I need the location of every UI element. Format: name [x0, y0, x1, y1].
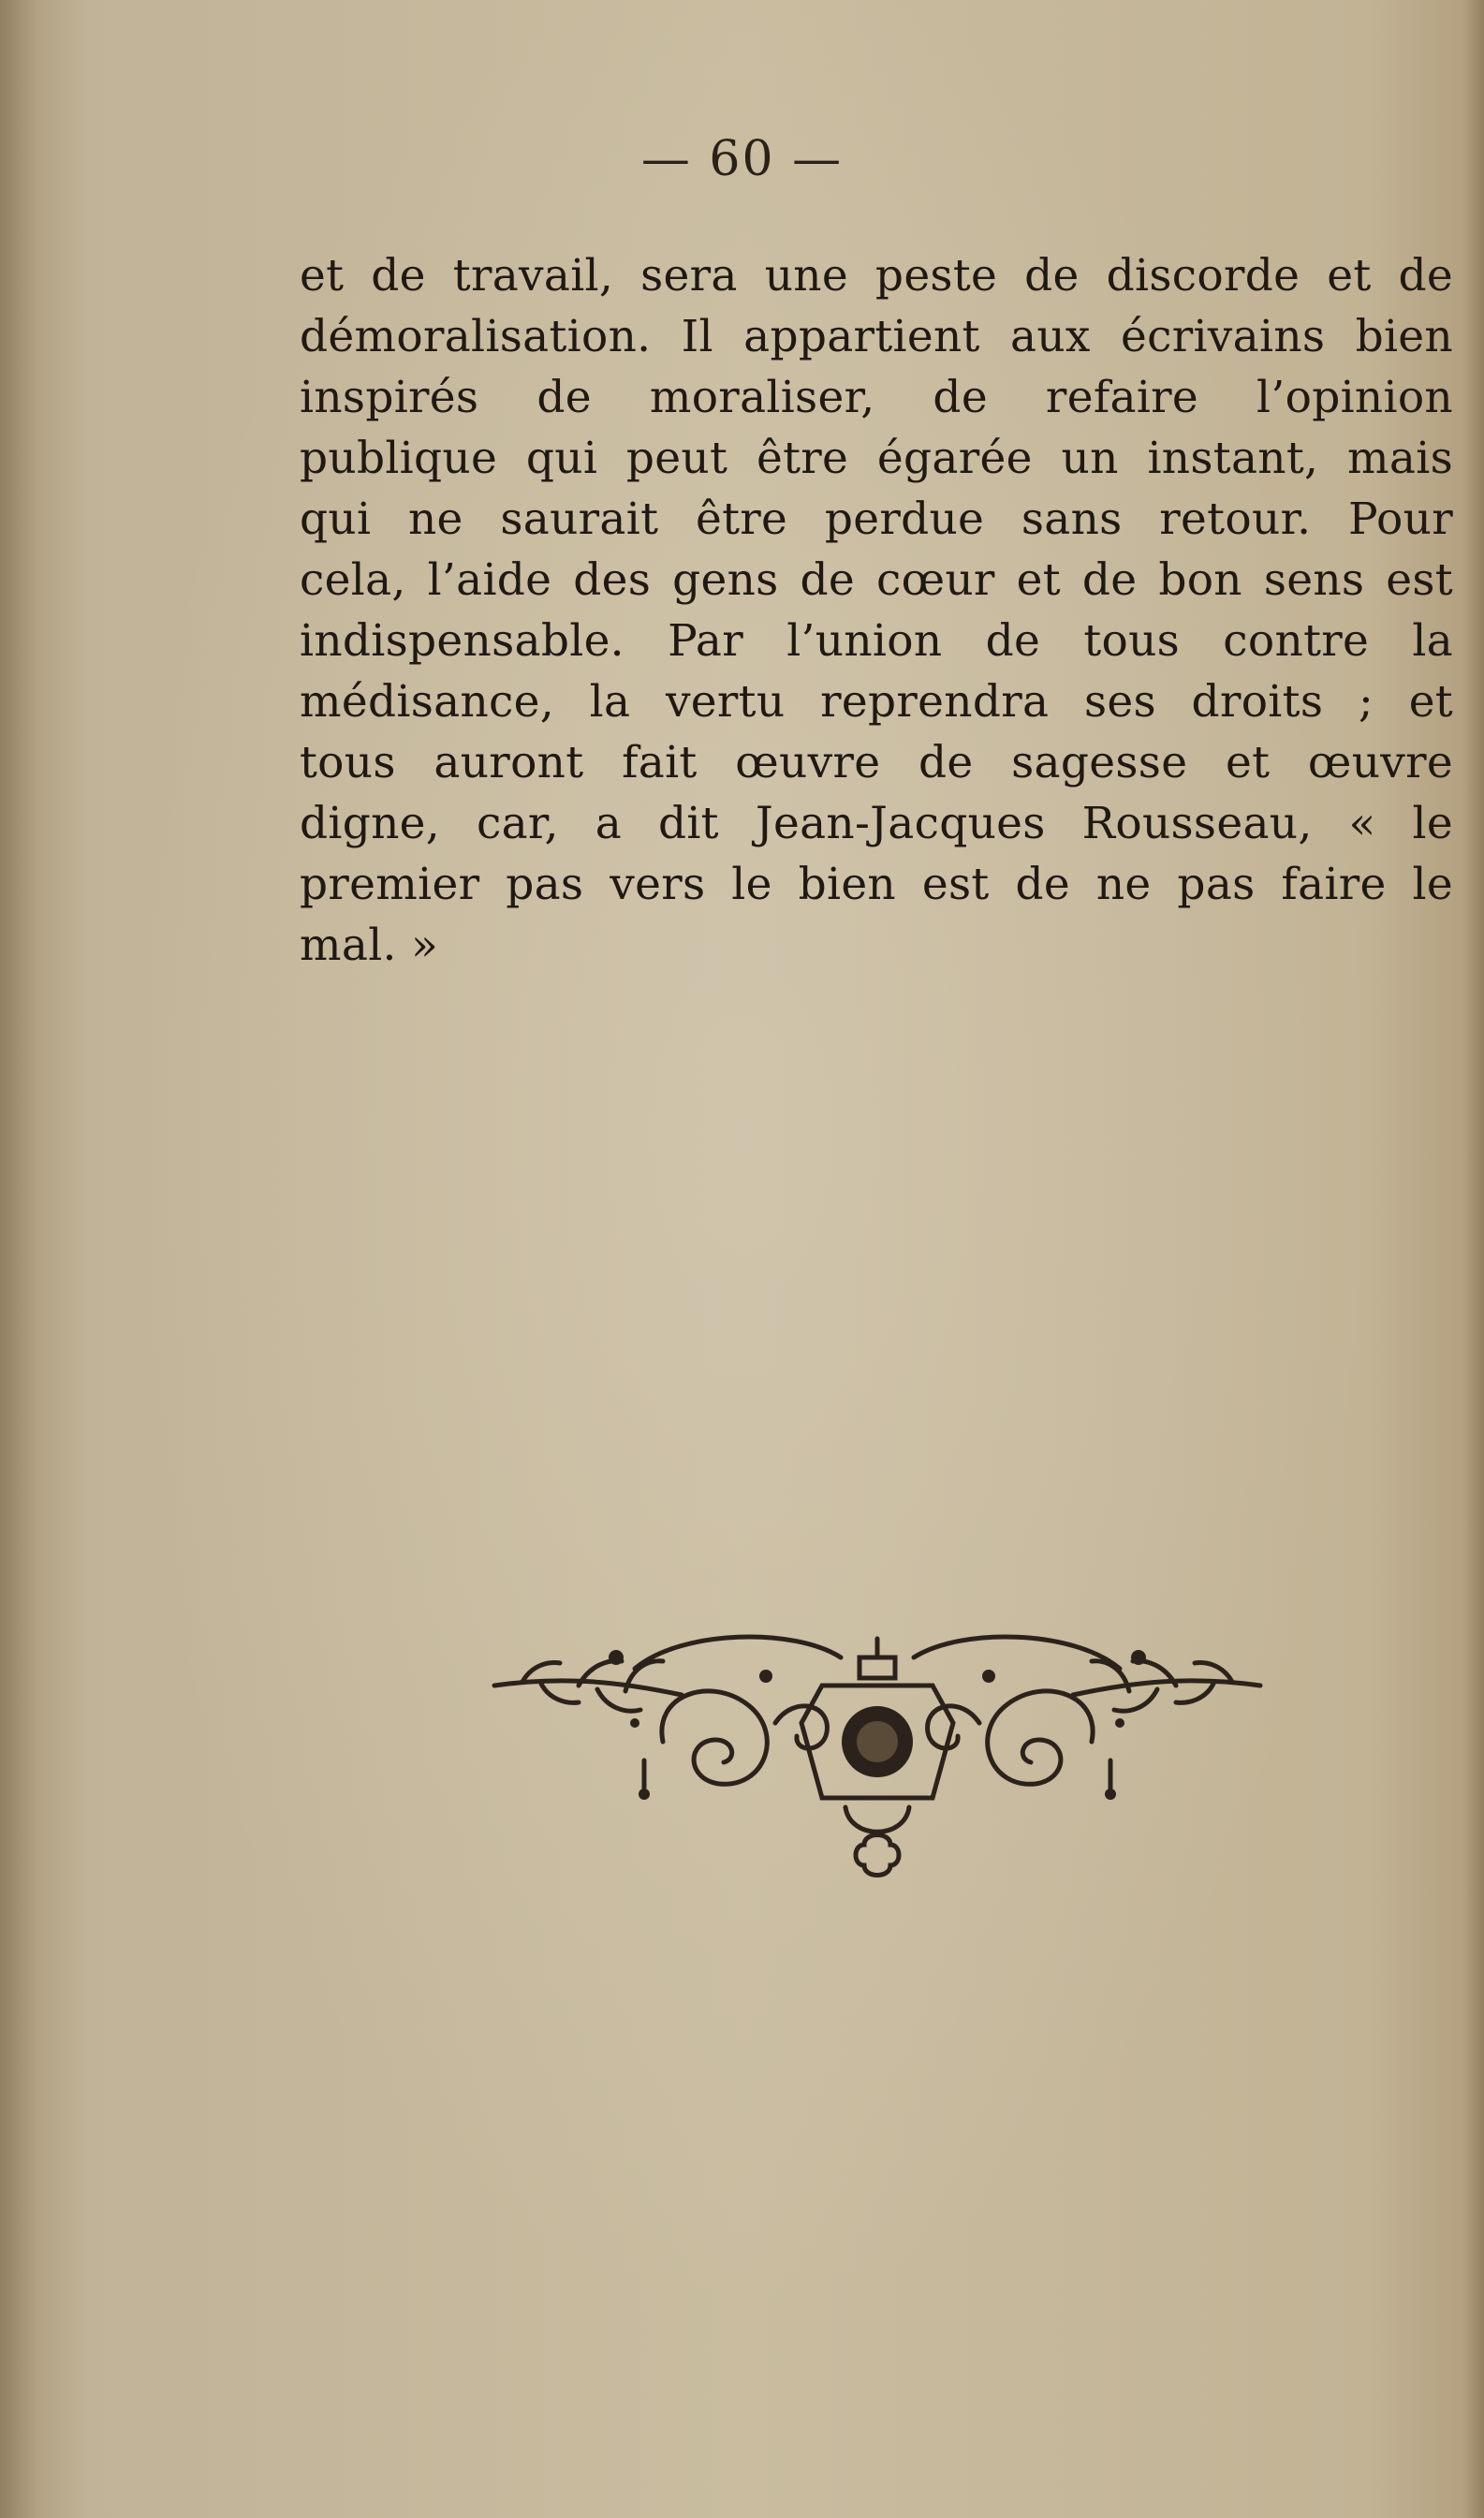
text-line: et de travail, sera une peste de discorde et de — [300, 250, 1453, 302]
page-number: — 60 — — [640, 131, 844, 187]
page-edge-shadow — [1463, 0, 1484, 2518]
body-paragraph — [300, 245, 1453, 976]
text-line: inspirés de moraliser, de refaire l’opinion — [300, 372, 1453, 423]
text-line: tous auront fait œuvre de sagesse et œuvre — [300, 737, 1453, 788]
text-line: digne, car, a dit Jean-Jacques Rousseau, « le — [300, 798, 1453, 849]
tailpiece-ornament-icon — [485, 1620, 1270, 1901]
text-line: qui ne saurait être perdue sans retour. Pour — [300, 493, 1453, 545]
text-line: démoralisation. Il appartient aux écrivains bien — [300, 311, 1453, 362]
text-line: médisance, la vertu reprendra ses droits ; et — [300, 676, 1453, 728]
text-line: indispensable. Par l’union de tous contre la — [300, 615, 1453, 667]
page-gutter-shadow — [0, 0, 37, 2518]
text-line: publique qui peut être égarée un instant, mais — [300, 433, 1453, 484]
text-line: mal. » — [300, 920, 439, 971]
text-line: premier pas vers le bien est de ne pas faire le — [300, 859, 1453, 910]
text-line: cela, l’aide des gens de cœur et de bon sens est — [300, 554, 1453, 606]
